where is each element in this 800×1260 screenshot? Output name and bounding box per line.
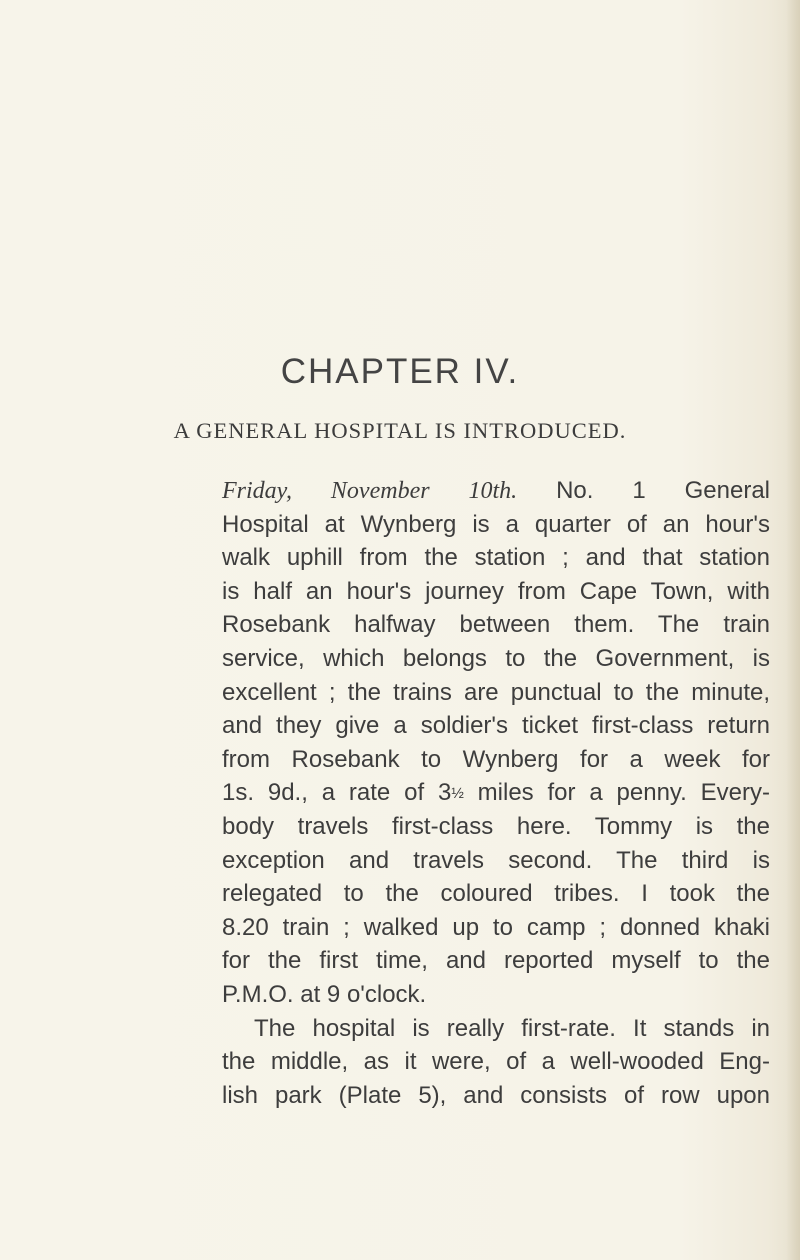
text-line: exception and travels second. The third is xyxy=(222,846,770,874)
text-line: body travels first-class here. Tommy is the xyxy=(222,812,770,840)
line-10-a: 1s. 9d., a rate of 3 xyxy=(222,779,452,807)
text-line: Hospital at Wynberg is a quarter of an hour's xyxy=(222,510,770,538)
paragraph-start-line: The hospital is really first-rate. It stands in xyxy=(254,1014,770,1042)
date-day: Friday, xyxy=(222,478,292,504)
text-line: walk uphill from the station ; and that station xyxy=(222,544,770,572)
text-line xyxy=(222,474,770,508)
text-line: relegated to the coloured tribes. I took the xyxy=(222,880,770,908)
text-line: for the first time, and reported myself to the xyxy=(222,947,770,975)
text-line: excellent ; the trains are punctual to the minute, xyxy=(222,678,770,706)
text-line: is half an hour's journey from Cape Town, with xyxy=(222,577,770,605)
line-10-b: miles for a penny. Every- xyxy=(463,779,770,807)
date-number: 10th. xyxy=(468,478,518,504)
text-line xyxy=(222,776,770,810)
date-month: November xyxy=(330,478,430,504)
text-line: lish park (Plate 5), and consists of row upon xyxy=(222,1081,770,1109)
chapter-subheading: A GENERAL HOSPITAL IS INTRODUCED. xyxy=(173,418,627,443)
text-line: Rosebank halfway between them. The train xyxy=(222,611,770,639)
line-1-rest: No. 1 General xyxy=(556,477,770,504)
text-line: and they give a soldier's ticket first-class return xyxy=(222,712,770,740)
text-line: 8.20 train ; walked up to camp ; donned khaki xyxy=(222,913,770,941)
chapter-heading: CHAPTER IV. xyxy=(280,352,520,391)
text-line: service, which belongs to the Government, is xyxy=(222,644,770,672)
paragraph-end-line: P.M.O. at 9 o'clock. xyxy=(222,980,427,1008)
text-line: from Rosebank to Wynberg for a week for xyxy=(222,745,770,773)
body-text xyxy=(222,474,770,1112)
text-line: the middle, as it were, of a well-wooded Eng- xyxy=(222,1048,770,1076)
page-edge-shadow xyxy=(786,0,800,1260)
fraction-half: ½ xyxy=(451,785,464,803)
